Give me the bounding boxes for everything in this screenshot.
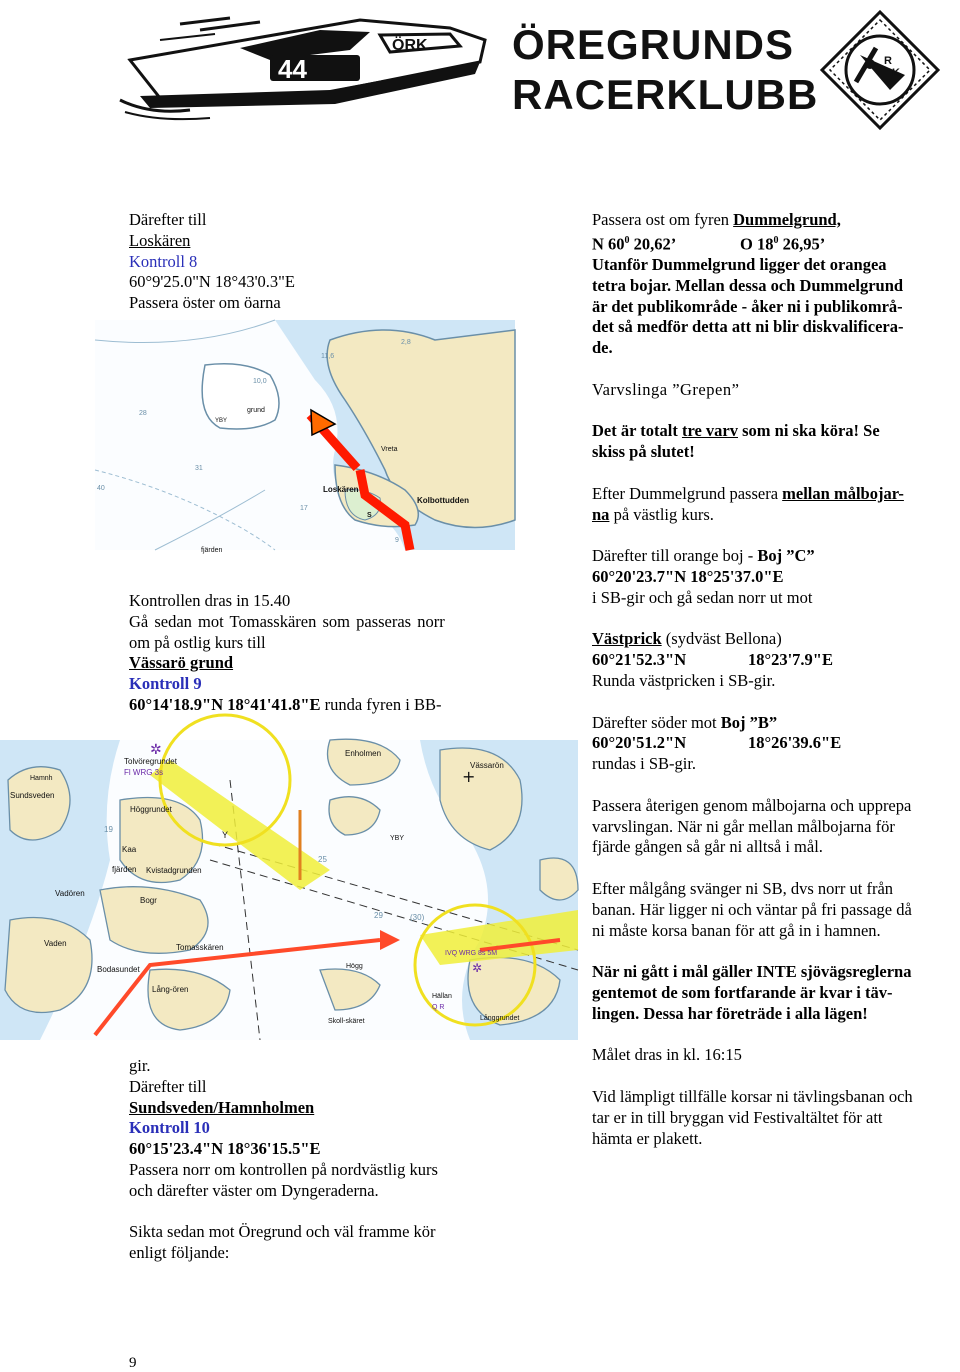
ater-3: fjärde gången så går ni alltså i mål. — [592, 837, 823, 857]
varv-c: skiss på slutet! — [592, 442, 695, 462]
svg-text:Höggrundet: Höggrundet — [130, 805, 172, 814]
nautical-chart-loskaren — [95, 320, 515, 554]
svg-text:40: 40 — [97, 485, 105, 492]
svg-text:fjärden: fjärden — [201, 547, 223, 554]
svg-text:Fl WRG 3s: Fl WRG 3s — [124, 768, 164, 777]
svg-text:Skoll-skäret: Skoll-skäret — [328, 1018, 365, 1025]
svg-text:Kolbottudden: Kolbottudden — [417, 496, 469, 505]
bojc-a: Därefter till orange boj - — [592, 546, 758, 566]
p1-a: Passera ost om fyren — [592, 210, 734, 229]
svg-text:Högg: Högg — [346, 963, 363, 970]
p1-l6: det så medför detta att ni blir diskvalificera- — [592, 317, 904, 337]
boat-number: 44 — [278, 54, 307, 84]
svg-text:17: 17 — [300, 505, 308, 512]
c9-line3: om på ostlig kurs till — [129, 632, 266, 652]
vast-lon: 18°23'7.9"E — [748, 650, 833, 670]
svg-text:✲: ✲ — [472, 961, 483, 975]
ater-2: varvslingan. När ni går mellan målbojarna för — [592, 816, 895, 836]
svg-text:25: 25 — [318, 855, 327, 864]
bojb-lat: 60°20'51.2"N — [592, 733, 687, 753]
svg-text:28: 28 — [139, 410, 147, 417]
nautical-chart-tomasskaren — [0, 740, 578, 1040]
rule-3: lingen. Dessa har företräde i alla lägen! — [592, 1003, 868, 1023]
svg-text:Kaa: Kaa — [122, 845, 137, 854]
club-name-line2: RACERKLUBB — [512, 71, 819, 118]
racing-boat-logo — [120, 0, 500, 125]
p1-lat-val: 20,62’ — [629, 234, 677, 254]
bojc-b: Boj ”C” — [757, 546, 815, 566]
kontroll-10-block — [129, 1056, 499, 1264]
bojb-lon: 18°26'39.6"E — [748, 733, 842, 753]
p1-l4: tetra bojar. Mellan dessa och Dummelgrund — [592, 275, 904, 295]
svg-text:Y: Y — [222, 830, 229, 840]
bojc-coord: 60°20'23.7"N 18°25'37.0"E — [592, 567, 784, 587]
svg-text:Bogr: Bogr — [140, 896, 157, 905]
efter-u2: na — [592, 504, 610, 524]
svg-text:K: K — [892, 67, 900, 79]
svg-text:Q R: Q R — [432, 1004, 445, 1011]
svg-text:(30): (30) — [410, 913, 425, 922]
c10-place: Sundsveden/Hamnholmen — [129, 1097, 315, 1117]
p1-place: Dummelgrund, — [733, 210, 841, 229]
vast-note: Runda västpricken i SB-gir. — [592, 671, 776, 691]
bojc-l3: i SB-gir och gå sedan norr ut mot — [592, 587, 813, 607]
sikta-line2: enligt följande: — [129, 1243, 230, 1263]
ater-1: Passera återigen genom målbojarna och upprepa — [592, 795, 912, 815]
c8-coord: 60°9'25.0"N 18°43'0.3"E — [129, 272, 295, 292]
p1-l5: är det publikområde - åker ni i publikområ- — [592, 296, 903, 316]
svg-text:Sundsveden: Sundsveden — [10, 791, 55, 800]
svg-text:Enholmen: Enholmen — [345, 749, 382, 758]
sikta-line1: Sikta sedan mot Öregrund och väl framme kör — [129, 1222, 436, 1242]
c8-title: Kontroll 8 — [129, 251, 198, 271]
vid-1: Vid lämpligt tillfälle korsar ni tävlingsbanan och — [592, 1086, 913, 1106]
p1-lat-sup: 0 — [624, 234, 630, 246]
club-name-line1: ÖREGRUNDS — [512, 21, 795, 68]
c10-title: Kontroll 10 — [129, 1118, 210, 1138]
varv-a: Det är totalt — [592, 421, 682, 441]
svg-text:Vaden: Vaden — [44, 939, 67, 948]
efter-u1: mellan målbojar- — [782, 483, 904, 503]
vid-3: hämta er plakett. — [592, 1128, 703, 1148]
c9-title: Kontroll 9 — [129, 674, 202, 694]
rule-1: När ni gått i mål gäller INTE sjövägsreglerna — [592, 962, 912, 982]
svg-text:Kvistadgrunden: Kvistadgrunden — [146, 866, 202, 875]
svg-text:19: 19 — [104, 825, 113, 834]
svg-text:11,6: 11,6 — [321, 353, 335, 360]
p1-l3: Utanför Dummelgrund ligger det orangea — [592, 255, 887, 275]
c10-coord: 60°15'23.4"N 18°36'15.5"E — [129, 1139, 321, 1159]
svg-text:ÖRK: ÖRK — [392, 37, 428, 54]
p1-lat: N 60 — [592, 234, 625, 254]
svg-text:Långgrundet: Långgrundet — [480, 1015, 520, 1022]
svg-text:2,8: 2,8 — [401, 339, 411, 346]
svg-text:YBY: YBY — [390, 835, 405, 842]
efter-b: på västlig kurs. — [609, 504, 714, 524]
malet: Målet dras in kl. 16:15 — [592, 1045, 742, 1065]
svg-text:Hällan: Hällan — [432, 993, 452, 1000]
malg-3: ni måste korsa banan för att gå in i hamnen. — [592, 920, 881, 940]
header — [0, 0, 960, 140]
c9-coord: 60°14'18.9"N 18°41'41.8"E — [129, 694, 321, 714]
svg-text:Tomasskären: Tomasskären — [176, 943, 224, 952]
c8-place: Loskären — [129, 230, 191, 250]
svg-text:Bodasundet: Bodasundet — [97, 965, 140, 974]
c9-coord-tail: runda fyren i BB- — [320, 694, 442, 714]
right-column — [592, 210, 954, 1149]
c9-line1: Kontrollen dras in 15.40 — [129, 591, 291, 610]
varv-title: Varvslinga ”Grepen” — [592, 379, 740, 399]
svg-text:Lång-ören: Lång-ören — [152, 985, 189, 994]
c10-note1: Passera norr om kontrollen på nordvästlig kurs — [129, 1159, 438, 1179]
vast-lat: 60°21'52.3"N — [592, 650, 687, 670]
svg-text:grund: grund — [247, 407, 265, 414]
svg-text:31: 31 — [195, 465, 203, 472]
c10-gir: gir. — [129, 1056, 151, 1075]
svg-text:IVQ WRG 8s 5M: IVQ WRG 8s 5M — [445, 950, 498, 957]
malg-2: banan. Här ligger ni och väntar på fri passage då — [592, 899, 912, 919]
svg-text:Vreta: Vreta — [381, 446, 398, 453]
c10-then: Därefter till — [129, 1076, 207, 1096]
c10-note2: och därefter väster om Dyngeraderna. — [129, 1180, 379, 1200]
vast-place: Västprick — [592, 629, 662, 649]
svg-text:Hamnh: Hamnh — [30, 775, 53, 782]
bojb-a: Därefter söder mot — [592, 712, 721, 732]
svg-text:29: 29 — [374, 911, 383, 920]
page-number: 9 — [129, 1355, 137, 1371]
svg-text:9: 9 — [395, 537, 399, 544]
svg-text:✲: ✲ — [150, 742, 162, 758]
c8-note: Passera öster om öarna — [129, 293, 281, 313]
svg-text:S: S — [367, 512, 372, 519]
kontroll-9-block — [129, 591, 494, 716]
bojb-b: Boj ”B” — [720, 712, 778, 732]
varv-u: tre varv — [681, 421, 738, 441]
c9-line2: Gå sedan mot Tomasskären som passeras norr — [129, 611, 445, 631]
p1-lon-val: 26,95’ — [778, 234, 826, 254]
svg-text:YBY: YBY — [215, 418, 228, 424]
svg-text:10,0: 10,0 — [253, 378, 267, 385]
svg-text:Vässarön: Vässarön — [470, 761, 504, 770]
malg-1: Efter målgång svänger ni SB, dvs norr ut från — [592, 879, 894, 898]
c9-place: Vässarö grund — [129, 653, 234, 673]
c8-then: Därefter till — [129, 210, 207, 229]
efter-a: Efter Dummelgrund passera — [592, 483, 783, 503]
rule-2: gentemot de som fortfarande är kvar i täv- — [592, 982, 893, 1002]
svg-text:R: R — [884, 55, 892, 67]
svg-text:Tolvöregrundet: Tolvöregrundet — [124, 757, 177, 766]
varv-b: som ni ska köra! Se — [738, 421, 880, 441]
p1-lon: O 18 — [740, 234, 774, 254]
vid-2: tar er in till bryggan vid Festivaltältet för att — [592, 1107, 883, 1127]
club-badge-icon — [805, 8, 955, 133]
svg-text:Vadören: Vadören — [55, 889, 85, 898]
svg-text:fjärden: fjärden — [112, 865, 137, 874]
p1-lon-sup: 0 — [773, 234, 779, 246]
kontroll-8-block — [129, 210, 509, 314]
svg-text:+: + — [462, 767, 476, 786]
vast-paren: (sydväst Bellona) — [661, 629, 782, 649]
svg-text:Loskären: Loskären — [323, 485, 359, 494]
p1-l7: de. — [592, 338, 613, 358]
bojb-note: rundas i SB-gir. — [592, 754, 697, 774]
